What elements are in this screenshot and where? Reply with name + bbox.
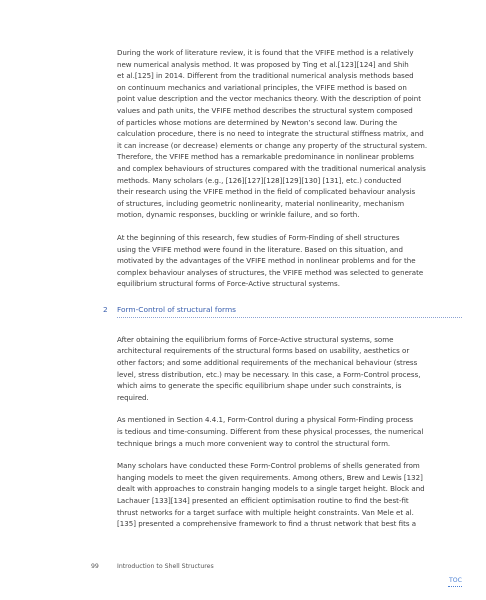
section-divider: [117, 317, 462, 318]
section-title: Form-Control of structural forms: [117, 304, 236, 314]
page-footer: [0, 561, 486, 573]
page-number: 99: [91, 563, 99, 570]
paragraph-form-control-scholars: Many scholars have conducted these Form-Control problems of shells generated from hanging models to meet the given requirements. Among others, Brew and Lewis [132] dealt with approaches to constrain hanging models to a single target height. Block and Lachauer [133][134] presented an efficient optimisation routine to find the best-fit thrust networks for a target surface with multiple height constraints. Van Mele et al. [135] presented a comprehensive framework to find a thrust network that best fits a: [117, 461, 425, 529]
paragraph-form-control-intro: After obtaining the equilibrium forms of Force-Active structural systems, some architectural requirements of the structural forms based on usability, aesthetics or other factors; and some additional requirements of the mechanical behaviour (stress level, stress distribution, etc.) may be necessary. In this case, a Form-Control process, which aims to generate the specific equilibrium shape under such constraints, is required.: [117, 334, 421, 402]
paragraph-form-control-numerical: As mentioned in Section 4.4.1, Form-Control during a physical Form-Finding process is tedious and time-consuming. Different from these physical processes, the numerical technique brings a much more convenient way to control the structural form.: [117, 415, 424, 448]
paragraph-research-motivation: At the beginning of this research, few studies of Form-Finding of shell structures using the VFIFE method were found in the literature. Based on this situation, and motivated by the advantages of the VFIFE method in nonlinear problems and for the complex behaviour analyses of structures, the VFIFE method was selected to generate equilibrium structural forms of Force-Active structural systems.: [117, 232, 424, 289]
running-title: Introduction to Shell Structures: [117, 563, 214, 570]
paragraph-vfife-review: During the work of literature review, it is found that the VFIFE method is a relatively new numerical analysis method. It was proposed by Ting et al.[123][124] and Shih et al.[125] in 2014. Different from the traditional numerical analysis methods based on continuum mechanics and variational principles, the VFIFE method is based on point value description and the vector mechanics theory. With the description of point values and path units, the VFIFE method describes the structural system composed of particles whose motions are determined by Newton’s second law. During the calculation procedure, there is no need to integrate the structural stiffness matrix, and it can increase (or decrease) elements or change any property of the structural system. Therefore, the VFIFE method has a remarkable predominance in nonlinear problems and complex behaviours of structures compared with the traditional numerical analysis methods. Many scholars (e.g., [126][127][128][129][130] [131], etc.) conducted their research using the VFIFE method in the field of complicated behaviour analysis of structures, including geometric nonlinearity, material nonlinearity, mechanism motion, dynamic responses, buckling or wrinkle failure, and so forth.: [117, 48, 428, 220]
section-number: 2: [103, 304, 108, 314]
toc-link[interactable]: TOC: [449, 577, 462, 584]
section-heading: [103, 304, 462, 322]
toc-underline: [448, 586, 462, 587]
body-text-column: [103, 47, 462, 541]
